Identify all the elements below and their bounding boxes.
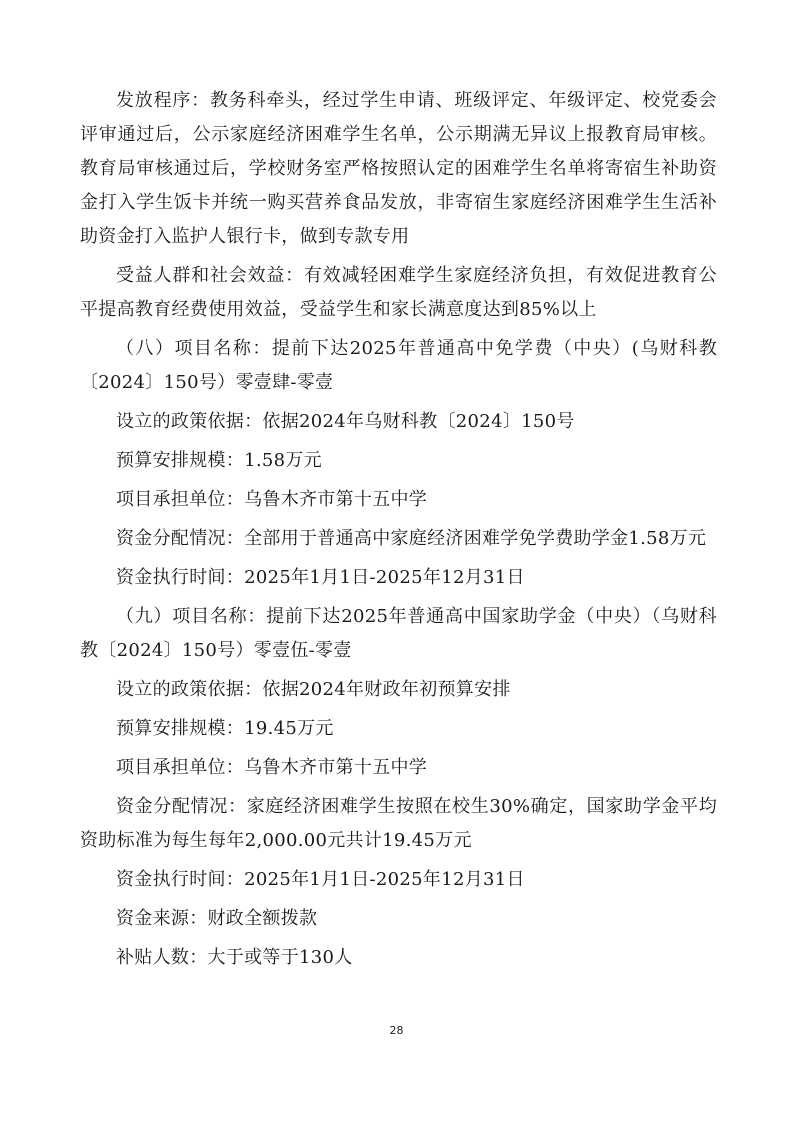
paragraph-responsible-unit: 项目承担单位：乌鲁木齐市第十五中学 xyxy=(116,757,428,778)
paragraph-execution-time: 资金执行时间：2025年1月1日-2025年12月31日 xyxy=(116,869,525,890)
document-body xyxy=(80,84,717,975)
paragraph-beneficiaries: 受益人群和社会效益：有效减轻困难学生家庭经济负担，有效促进教育公平提高教育经费使用效益，受益学生和家长满意度达到85%以上 xyxy=(80,265,717,320)
paragraph-subsidy-count: 补贴人数：大于或等于130人 xyxy=(116,947,353,968)
paragraph-policy-basis: 设立的政策依据：依据2024年财政年初预算安排 xyxy=(116,679,511,700)
paragraph-project-8-title: （八）项目名称：提前下达2025年普通高中免学费（中央）(乌财科教〔2024〕150号）零壹肆-零壹 xyxy=(80,338,717,393)
paragraph-responsible-unit: 项目承担单位：乌鲁木齐市第十五中学 xyxy=(116,489,428,510)
paragraph-budget-scale: 预算安排规模：1.58万元 xyxy=(116,450,322,471)
paragraph-budget-scale: 预算安排规模：19.45万元 xyxy=(116,718,334,739)
paragraph-project-9-title: （九）项目名称：提前下达2025年普通高中国家助学金（中央）（乌财科教〔2024〕150号）零壹伍-零壹 xyxy=(80,606,717,661)
paragraph-fund-allocation: 资金分配情况：家庭经济困难学生按照在校生30%确定，国家助学金平均资助标准为每生每年2,000.00元共计19.45万元 xyxy=(80,796,717,851)
paragraph-fund-source: 资金来源：财政全额拨款 xyxy=(116,908,318,929)
paragraph-distribution-procedure: 发放程序：教务科牵头，经过学生申请、班级评定、年级评定、校党委会评审通过后，公示家庭经济困难学生名单，公示期满无异议上报教育局审核。教育局审核通过后，学校财务室严格按照认定的困难学生名单将寄宿生补助资金打入学生饭卡并统一购买营养食品发放，非寄宿生家庭经济困难学生生活补助资金打入监护人银行卡，做到专款专用 xyxy=(80,90,717,247)
paragraph-fund-allocation: 资金分配情况：全部用于普通高中家庭经济困难学免学费助学金1.58万元 xyxy=(116,528,707,549)
paragraph-policy-basis: 设立的政策依据：依据2024年乌财科教〔2024〕150号 xyxy=(116,411,575,432)
page-number: 28 xyxy=(389,1024,404,1037)
paragraph-execution-time: 资金执行时间：2025年1月1日-2025年12月31日 xyxy=(116,567,525,588)
